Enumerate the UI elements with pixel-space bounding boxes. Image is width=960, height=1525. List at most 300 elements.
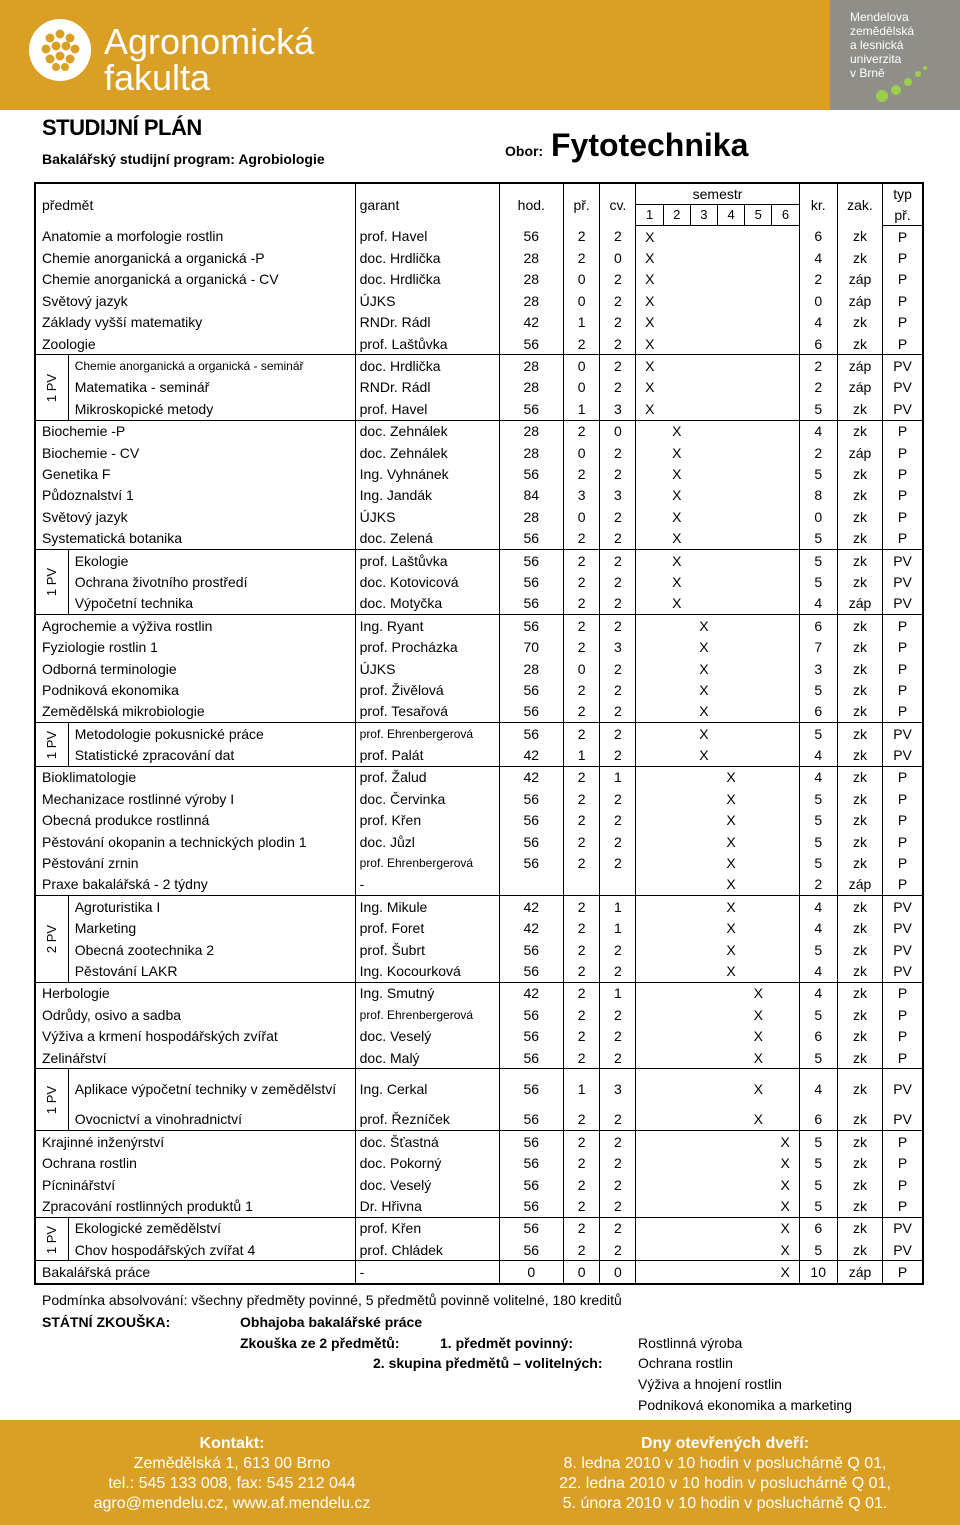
subject-name: Světový jazyk: [42, 508, 128, 525]
subject-exercises: 2: [600, 312, 636, 333]
subject-garant: doc. Hrdlička: [355, 355, 499, 377]
subject-exercises: 2: [600, 1174, 636, 1195]
exam-title: Obhajoba bakalářské práce: [240, 1314, 423, 1330]
semester-mark: X: [636, 226, 663, 248]
subject-credits: 5: [799, 549, 837, 571]
semester-cell: [690, 312, 717, 333]
elective-subject-row: [35, 593, 923, 615]
subject-hours: 42: [499, 896, 563, 918]
semester-mark: X: [636, 355, 663, 377]
semester-cell: [745, 485, 772, 506]
subject-exercises: 2: [600, 810, 636, 831]
subject-type: P: [883, 1195, 923, 1217]
subject-type: P: [883, 1025, 923, 1046]
semester-cell: [772, 506, 799, 527]
semester-cell: [690, 377, 717, 398]
subject-lectures: 1: [564, 398, 600, 420]
semester-cell: [772, 918, 799, 939]
subject-exercises: 2: [600, 355, 636, 377]
semester-cell: [690, 1109, 717, 1131]
subject-row: [35, 1195, 923, 1217]
subject-exercises: 1: [600, 982, 636, 1004]
subject-exercises: 2: [600, 960, 636, 982]
subject-lectures: 2: [564, 1004, 600, 1025]
semester-cell: [690, 918, 717, 939]
semester-cell: [636, 442, 663, 463]
subject-hours: 42: [499, 744, 563, 766]
subject-row: [35, 290, 923, 311]
subject-name: Chemie anorganická a organická - seminář: [68, 355, 355, 377]
semester-cell: [745, 377, 772, 398]
elective-group-label: [35, 355, 68, 420]
subject-name: Biochemie - CV: [42, 444, 140, 461]
subject-row: [35, 506, 923, 527]
subject-lectures: 2: [564, 679, 600, 700]
semester-mark: X: [745, 1069, 772, 1109]
subject-type: P: [883, 333, 923, 355]
subject-completion: zk: [837, 247, 882, 268]
semester-cell: [663, 896, 690, 918]
semester-cell: [718, 593, 745, 615]
subject-name: Marketing: [74, 920, 137, 937]
subject-completion: zk: [837, 658, 882, 679]
semester-cell: [718, 744, 745, 766]
semester-cell: [718, 226, 745, 248]
semester-cell: [772, 527, 799, 549]
subject-lectures: 1: [564, 1069, 600, 1109]
elective-group-text: 2 PV: [43, 925, 59, 954]
subject-completion: zk: [837, 1069, 882, 1109]
semester-cell: [690, 788, 717, 809]
semester-mark: X: [772, 1131, 799, 1153]
semester-cell: [718, 420, 745, 442]
subject-garant: prof. Procházka: [355, 636, 499, 657]
subject-completion: zk: [837, 701, 882, 723]
semester-cell: [636, 896, 663, 918]
semester-cell: [663, 1069, 690, 1109]
semester-cell: [745, 549, 772, 571]
semester-cell: [636, 1153, 663, 1174]
subject-type: PV: [883, 1069, 923, 1109]
subject-completion: zk: [837, 1004, 882, 1025]
subject-credits: 5: [799, 1131, 837, 1153]
subject-lectures: 2: [564, 831, 600, 852]
semester-cell: [745, 722, 772, 744]
semester-cell: [690, 442, 717, 463]
semester-cell: [663, 831, 690, 852]
semester-cell: [745, 506, 772, 527]
subject-garant: prof. Laštůvka: [355, 549, 499, 571]
subject-name: Bakalářská práce: [35, 1261, 355, 1284]
semester-cell: [745, 939, 772, 960]
elective-group-label: [35, 896, 68, 983]
subject-name: Obecná produkce rostlinná: [42, 812, 210, 829]
brand-line-1: Agronomická: [104, 21, 315, 62]
semester-cell: [772, 852, 799, 873]
header-semester-number: 5: [745, 205, 772, 226]
semester-mark: X: [672, 487, 682, 504]
subject-credits: 5: [799, 1004, 837, 1025]
subject-credits: 2: [799, 355, 837, 377]
semester-mark: X: [699, 639, 709, 656]
subject-exercises: 2: [600, 1025, 636, 1046]
subject-hours: 56: [499, 831, 563, 852]
subject-lectures: 0: [564, 658, 600, 679]
exam-group-value: Výživa a hnojení rostlin: [638, 1376, 782, 1392]
university-logo-dots-icon: [870, 64, 930, 104]
subject-name: Matematika - seminář: [74, 379, 210, 396]
subject-row: [35, 1153, 923, 1174]
semester-cell: [772, 874, 799, 896]
subject-type: P: [883, 701, 923, 723]
subject-garant: doc. Zehnálek: [355, 420, 499, 442]
subject-type: PV: [883, 722, 923, 744]
subject-lectures: 0: [564, 355, 600, 377]
semester-cell: [636, 1195, 663, 1217]
semester-cell: [718, 1261, 745, 1284]
subject-exercises: 2: [600, 463, 636, 484]
subject-type: P: [883, 1047, 923, 1069]
semester-cell: [636, 1069, 663, 1109]
elective-group-text: 1 PV: [43, 373, 59, 403]
semester-cell: [690, 1195, 717, 1217]
subject-type: P: [883, 485, 923, 506]
subject-hours: 42: [499, 918, 563, 939]
semester-cell: [772, 788, 799, 809]
semester-cell: [636, 918, 663, 939]
subject-row: [35, 1047, 923, 1069]
subject-completion: zk: [837, 1174, 882, 1195]
subject-exercises: 1: [600, 896, 636, 918]
completion-condition: Podmínka absolvování: všechny předměty povinné, 5 předmětů povinně volitelné, 180 kreditů: [42, 1292, 622, 1308]
subject-completion: zk: [837, 918, 882, 939]
semester-cell: [636, 766, 663, 788]
subject-lectures: 2: [564, 615, 600, 637]
subject-row: [35, 463, 923, 484]
subject-lectures: 1: [564, 312, 600, 333]
semester-cell: [690, 831, 717, 852]
semester-cell: [718, 1109, 745, 1131]
university-line: univerzita: [850, 52, 902, 66]
subject-garant: ÚJKS: [355, 506, 499, 527]
subject-completion: zk: [837, 1109, 882, 1131]
subject-row: [35, 269, 923, 290]
semester-mark: X: [663, 549, 690, 571]
subject-credits: 6: [799, 615, 837, 637]
subject-exercises: 2: [600, 506, 636, 527]
subject-lectures: [564, 874, 600, 896]
semester-cell: [718, 442, 745, 463]
semester-cell: [636, 788, 663, 809]
subject-exercises: 2: [600, 333, 636, 355]
semester-cell: [718, 615, 745, 637]
elective-group-label: [35, 1217, 68, 1261]
subject-lectures: 2: [564, 527, 600, 549]
semester-cell: [772, 247, 799, 268]
subject-credits: 6: [799, 333, 837, 355]
semester-cell: [772, 312, 799, 333]
page-title: STUDIJNÍ PLÁN: [42, 115, 202, 140]
semester-cell: [690, 333, 717, 355]
subject-name: Pěstování okopanin a technických plodin 1: [42, 833, 307, 850]
subject-completion: zk: [837, 463, 882, 484]
subject-exercises: 2: [600, 788, 636, 809]
semester-cell: [690, 527, 717, 549]
elective-subject-row: [35, 1239, 923, 1261]
subject-exercises: 1: [600, 918, 636, 939]
subject-completion: zk: [837, 1025, 882, 1046]
semester-cell: [745, 766, 772, 788]
header-hod: hod.: [499, 183, 563, 226]
semester-cell: [718, 549, 745, 571]
subject-row: [35, 615, 923, 637]
semester-cell: [745, 398, 772, 420]
subject-garant: Ing. Kocourková: [355, 960, 499, 982]
semester-cell: [772, 1025, 799, 1046]
subject-hours: 28: [499, 247, 563, 268]
faculty-logo-icon: [28, 18, 92, 82]
semester-cell: [690, 463, 717, 484]
subject-hours: 56: [499, 1109, 563, 1131]
subject-garant: Ing. Smutný: [355, 982, 499, 1004]
subject-type: P: [883, 658, 923, 679]
semester-mark: X: [726, 855, 736, 872]
semester-mark: X: [780, 1176, 790, 1193]
semester-mark: X: [726, 962, 736, 979]
subject-completion: zk: [837, 852, 882, 873]
contact-web[interactable]: agro@mendelu.cz, www.af.mendelu.cz: [93, 1495, 371, 1512]
semester-cell: [663, 247, 690, 268]
semester-cell: [663, 982, 690, 1004]
subject-garant: Ing. Mikule: [355, 896, 499, 918]
semester-cell: [636, 960, 663, 982]
subject-row: [35, 982, 923, 1004]
subject-type: P: [883, 420, 923, 442]
table-header-row: [35, 183, 923, 205]
subject-name: Obecná zootechnika 2: [74, 941, 215, 958]
semester-cell: [745, 896, 772, 918]
semester-cell: [772, 463, 799, 484]
semester-cell: [772, 442, 799, 463]
semester-cell: [636, 463, 663, 484]
semester-cell: [745, 269, 772, 290]
subject-lectures: 2: [564, 788, 600, 809]
subject-type: P: [883, 852, 923, 873]
subject-garant: prof. Chládek: [355, 1239, 499, 1261]
subject-garant: Ing. Ryant: [355, 615, 499, 637]
semester-cell: [745, 290, 772, 311]
semester-mark: X: [636, 333, 663, 355]
semester-cell: [690, 1217, 717, 1239]
subject-completion: zk: [837, 810, 882, 831]
subject-row: [35, 701, 923, 723]
elective-subject-row: [35, 377, 923, 398]
semester-cell: [663, 1025, 690, 1046]
semester-cell: [772, 896, 799, 918]
subject-exercises: 2: [600, 722, 636, 744]
semester-cell: [690, 1025, 717, 1046]
subject-completion: zk: [837, 679, 882, 700]
semester-mark: X: [636, 247, 663, 268]
subject-credits: 5: [799, 463, 837, 484]
subject-garant: -: [355, 1261, 499, 1284]
semester-cell: [772, 960, 799, 982]
subject-credits: 5: [799, 852, 837, 873]
subject-hours: 28: [499, 377, 563, 398]
exam-label: STÁTNÍ ZKOUŠKA:: [42, 1314, 171, 1330]
semester-cell: [636, 982, 663, 1004]
subject-garant: doc. Hrdlička: [355, 269, 499, 290]
subject-completion: záp: [837, 290, 882, 311]
semester-cell: [745, 226, 772, 248]
semester-mark: X: [726, 790, 736, 807]
subject-exercises: 2: [600, 1195, 636, 1217]
semester-cell: [718, 269, 745, 290]
semester-cell: [636, 549, 663, 571]
semester-cell: [718, 355, 745, 377]
subject-type: P: [883, 290, 923, 311]
semester-mark: X: [699, 660, 709, 677]
semester-cell: [690, 1131, 717, 1153]
elective-subject-row: [35, 918, 923, 939]
semester-cell: [663, 658, 690, 679]
subject-exercises: 3: [600, 1069, 636, 1109]
semester-cell: [772, 398, 799, 420]
semester-cell: [663, 788, 690, 809]
subject-name: Ovocnictví a vinohradnictví: [74, 1111, 243, 1128]
subject-name: Chemie anorganická a organická -P: [42, 250, 265, 267]
subject-lectures: 2: [564, 960, 600, 982]
semester-cell: [636, 1239, 663, 1261]
semester-cell: [690, 571, 717, 592]
elective-group-label: [35, 549, 68, 614]
subject-garant: Ing. Cerkal: [355, 1069, 499, 1109]
elective-subject-row: [35, 398, 923, 420]
subject-credits: 5: [799, 1047, 837, 1069]
exam-group-value: Ochrana rostlin: [638, 1355, 733, 1371]
subject-name: Aplikace výpočetní techniky v zemědělství: [68, 1069, 355, 1109]
semester-cell: [663, 333, 690, 355]
subject-completion: zk: [837, 788, 882, 809]
subject-credits: 4: [799, 744, 837, 766]
subject-row: [35, 679, 923, 700]
semester-cell: [690, 852, 717, 873]
subject-type: P: [883, 636, 923, 657]
subject-lectures: 2: [564, 982, 600, 1004]
subject-garant: prof. Havel: [355, 398, 499, 420]
subject-row: [35, 831, 923, 852]
subject-type: P: [883, 312, 923, 333]
subject-garant: doc. Šťastná: [355, 1131, 499, 1153]
semester-cell: [690, 810, 717, 831]
semester-cell: [772, 722, 799, 744]
subject-lectures: 2: [564, 1239, 600, 1261]
subject-garant: -: [355, 874, 499, 896]
semester-cell: [663, 636, 690, 657]
header-semestr: semestr: [636, 183, 799, 205]
subject-completion: zk: [837, 312, 882, 333]
header-semester-number: 3: [690, 205, 717, 226]
subject-hours: 56: [499, 722, 563, 744]
subject-garant: prof. Žalud: [355, 766, 499, 788]
semester-mark: X: [636, 377, 663, 398]
semester-cell: [718, 247, 745, 268]
subject-name: Ekologie: [68, 549, 355, 571]
subject-hours: 56: [499, 1047, 563, 1069]
subject-credits: 2: [799, 377, 837, 398]
semester-cell: [636, 810, 663, 831]
semester-cell: [663, 1153, 690, 1174]
subject-completion: záp: [837, 1261, 882, 1284]
semester-cell: [745, 571, 772, 592]
subject-row: [35, 1261, 923, 1284]
subject-name: Fyziologie rostlin 1: [42, 639, 158, 656]
subject-garant: Ing. Vyhnánek: [355, 463, 499, 484]
subject-credits: 5: [799, 831, 837, 852]
subject-hours: 56: [499, 527, 563, 549]
semester-cell: [636, 1217, 663, 1239]
subject-lectures: 2: [564, 333, 600, 355]
subject-row: [35, 1004, 923, 1025]
semester-cell: [636, 420, 663, 442]
subject-lectures: 2: [564, 918, 600, 939]
obor-label: Obor:: [505, 143, 544, 159]
subject-completion: zk: [837, 831, 882, 852]
subject-completion: zk: [837, 506, 882, 527]
subject-completion: zk: [837, 1131, 882, 1153]
subject-lectures: 0: [564, 1261, 600, 1284]
subject-garant: doc. Malý: [355, 1047, 499, 1069]
subject-hours: 28: [499, 506, 563, 527]
subject-row: [35, 766, 923, 788]
semester-cell: [718, 1239, 745, 1261]
semester-mark: X: [636, 269, 663, 290]
subject-type: P: [883, 810, 923, 831]
subject-lectures: 2: [564, 1025, 600, 1046]
semester-cell: [745, 1174, 772, 1195]
subject-exercises: 2: [600, 549, 636, 571]
header-semester-number: 1: [636, 205, 663, 226]
contact-phone: tel.: 545 133 008, fax: 545 212 044: [108, 1475, 356, 1492]
subject-name: Agroturistika I: [68, 896, 355, 918]
semester-mark: X: [699, 703, 709, 720]
subject-hours: 56: [499, 852, 563, 873]
subject-row: [35, 527, 923, 549]
header-garant: garant: [355, 183, 499, 226]
subject-type: PV: [883, 918, 923, 939]
program-subtitle: Bakalářský studijní program: Agrobiologie: [42, 151, 325, 167]
subject-garant: doc. Zehnálek: [355, 442, 499, 463]
elective-group-label: [35, 1069, 68, 1131]
subject-garant: doc. Veselý: [355, 1174, 499, 1195]
subject-exercises: 3: [600, 485, 636, 506]
semester-cell: [636, 831, 663, 852]
elective-subject-row: [35, 571, 923, 592]
subject-credits: 5: [799, 1195, 837, 1217]
subject-hours: 56: [499, 960, 563, 982]
subject-exercises: 2: [600, 679, 636, 700]
subject-garant: doc. Zelená: [355, 527, 499, 549]
subject-credits: 4: [799, 896, 837, 918]
header-typ: typ: [883, 183, 923, 205]
semester-mark: X: [753, 1111, 763, 1128]
semester-cell: [772, 766, 799, 788]
semester-cell: [745, 1195, 772, 1217]
subject-hours: 28: [499, 269, 563, 290]
semester-cell: [663, 766, 690, 788]
subject-completion: záp: [837, 269, 882, 290]
subject-exercises: 0: [600, 1261, 636, 1284]
